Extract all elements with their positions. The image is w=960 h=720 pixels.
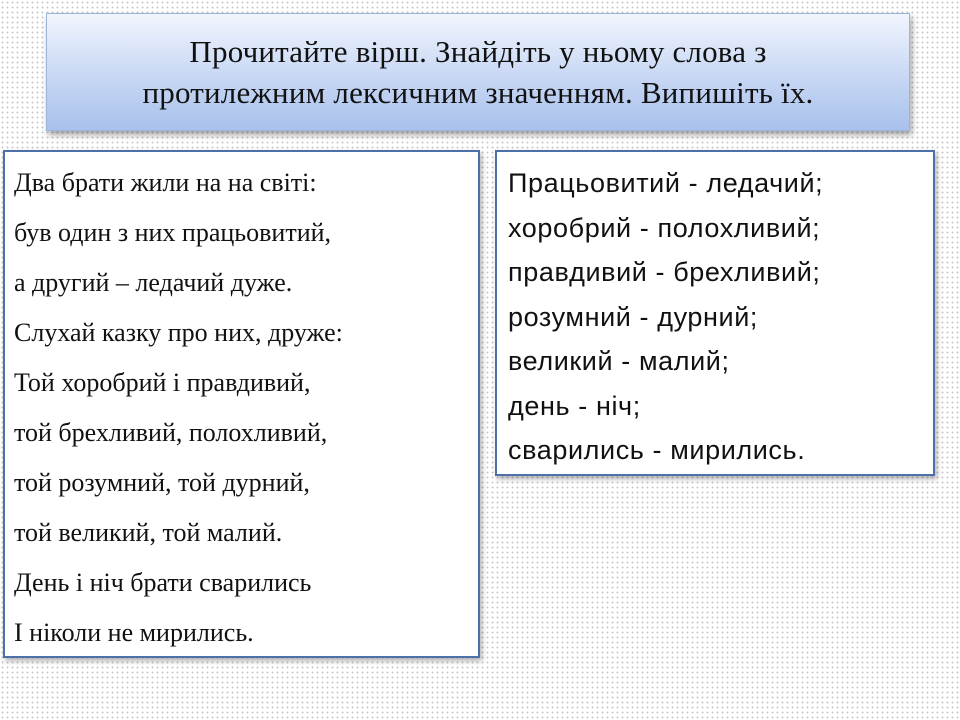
antonym-pair: Працьовитий - ледачий; <box>508 168 824 198</box>
antonym-answer-box <box>495 150 935 476</box>
antonym-pair: розумний - дурний; <box>508 301 758 332</box>
antonym-pair: хоробрий - полохливий; <box>508 212 821 243</box>
antonym-pair: день - ніч; <box>508 390 641 421</box>
poem-line: Той хоробрий і правдивий, <box>14 368 311 397</box>
poem-line: Два брати жили на на світі: <box>14 168 317 197</box>
task-title-line-2: протилежним лексичним значенням. Випишіть їх. <box>142 75 814 110</box>
antonym-pair: великий - малий; <box>508 346 730 376</box>
poem-line: І ніколи не мирились. <box>14 618 254 647</box>
antonym-pair: сварились - мирились. <box>508 435 806 465</box>
poem-line: а другий – ледачий дуже. <box>14 268 293 297</box>
antonym-pair: правдивий - брехливий; <box>508 257 821 287</box>
poem-line: той великий, той малий. <box>14 518 283 547</box>
poem-line: День і ніч брати сварились <box>14 568 312 597</box>
poem-line: був один з них працьовитий, <box>14 218 332 247</box>
task-title-line-1: Прочитайте вірш. Знайдіть у ньому слова з <box>189 34 767 69</box>
poem-line: той брехливий, полохливий, <box>14 418 328 447</box>
task-title-box <box>46 13 910 131</box>
poem-text-box <box>3 150 480 658</box>
poem-line: Слухай казку про них, друже: <box>14 318 343 347</box>
poem-line: той розумний, той дурний, <box>14 468 310 497</box>
